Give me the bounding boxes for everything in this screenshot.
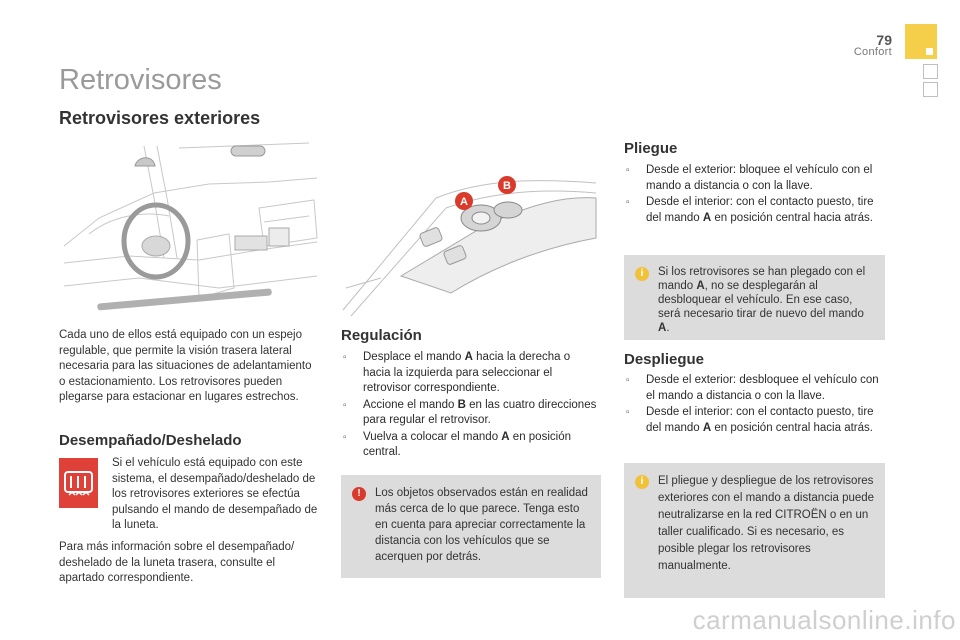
pliegue-info-text: Si los retrovisores se han plegado con el mando A, no se desplegarán al desbloquear el vehículo. En ese caso, será necesario tirar de nuevo del mando A.	[658, 266, 866, 334]
pliegue-heading: Pliegue	[624, 140, 678, 157]
watermark: carmanualsonline.info	[692, 605, 956, 635]
square-bullet-icon: ▫	[343, 431, 347, 443]
info-icon: i	[635, 475, 649, 489]
list-item: ▫ Desde el exterior: desbloquee el vehículo con el mando a distancia o con la llave.	[626, 374, 879, 402]
intro-paragraph: Cada uno de ellos está equipado con un espejo regulable, que permite la visión trasera lateral necesaria para las situaciones de adelantamiento o estacionamiento. Los retrovisores pueden plegarse para estacionar en lugares estrechos.	[59, 329, 312, 403]
section-tab-active[interactable]	[905, 24, 937, 59]
despliegue-list	[624, 373, 886, 437]
square-bullet-icon: ▫	[626, 197, 630, 208]
page-title: Retrovisores	[59, 64, 222, 96]
pliegue-list	[624, 163, 886, 227]
dashboard-illustration	[59, 138, 319, 318]
regulacion-list	[341, 350, 599, 462]
section-tab[interactable]	[923, 64, 938, 79]
square-bullet-icon: ▫	[626, 407, 630, 418]
despliegue-info-text: El pliegue y despliegue de los retrovisores exteriores con el mando a distancia puede neutralizarse en la red CITROËN o en un taller cualificado. Si es necesario, es posible plegar los retrovisores manualmente.	[658, 475, 875, 572]
defrost-heading: Desempañado/Deshelado	[59, 432, 242, 449]
square-bullet-icon: ▫	[343, 352, 347, 363]
list-item: ▫ Vuelva a colocar el mando A en posición central.	[343, 430, 571, 458]
pliegue-info-note	[624, 255, 885, 340]
warning-icon: !	[352, 487, 366, 501]
section-subtitle: Retrovisores exteriores	[59, 108, 261, 128]
regulacion-heading: Regulación	[341, 327, 422, 344]
square-bullet-icon: ▫	[343, 399, 347, 411]
list-item: ▫ Desde el exterior: bloquee el vehículo con el mando a distancia o con la llave.	[626, 164, 873, 192]
list-item: ▫ Desde el interior: con el contacto puesto, tire del mando A en posición central hacia atrás.	[626, 406, 874, 434]
mirror-control-illustration	[341, 168, 601, 318]
info-icon: i	[635, 267, 649, 281]
defrost-text: Si el vehículo está equipado con este sistema, el desempañado/deshelado de los retrovisores exteriores se efectúa pulsando el mando de desempañado de la luneta.	[112, 457, 318, 531]
square-bullet-icon: ▫	[626, 375, 630, 386]
list-item: ▫ Desplace el mando A hacia la derecha o hacia la izquierda para seleccionar el retrovisor correspondiente.	[343, 351, 571, 394]
section-label: Confort	[853, 46, 892, 58]
warning-note	[341, 475, 601, 578]
list-item: ▫ Accione el mando B en las cuatro direcciones para regular el retrovisor.	[343, 398, 597, 426]
label-a: A	[460, 196, 468, 208]
despliegue-info-note	[624, 463, 885, 598]
rear-defrost-icon	[59, 458, 98, 508]
square-bullet-icon: ▫	[626, 165, 630, 176]
despliegue-heading: Despliegue	[624, 351, 705, 368]
list-item: ▫ Desde el interior: con el contacto puesto, tire del mando A en posición central hacia atrás.	[626, 196, 874, 224]
label-b: B	[503, 180, 511, 192]
defrost-more: Para más información sobre el desempañado/ deshelado de la luneta trasera, consulte el apartado correspondiente.	[59, 541, 295, 584]
section-tab[interactable]	[923, 82, 938, 97]
warning-text: Los objetos observados están en realidad más cerca de lo que parece. Tenga esto en cuenta para apreciar correctamente la distancia con los vehículos que se acerquen por detrás.	[375, 487, 588, 563]
page-number: 79	[876, 32, 892, 48]
